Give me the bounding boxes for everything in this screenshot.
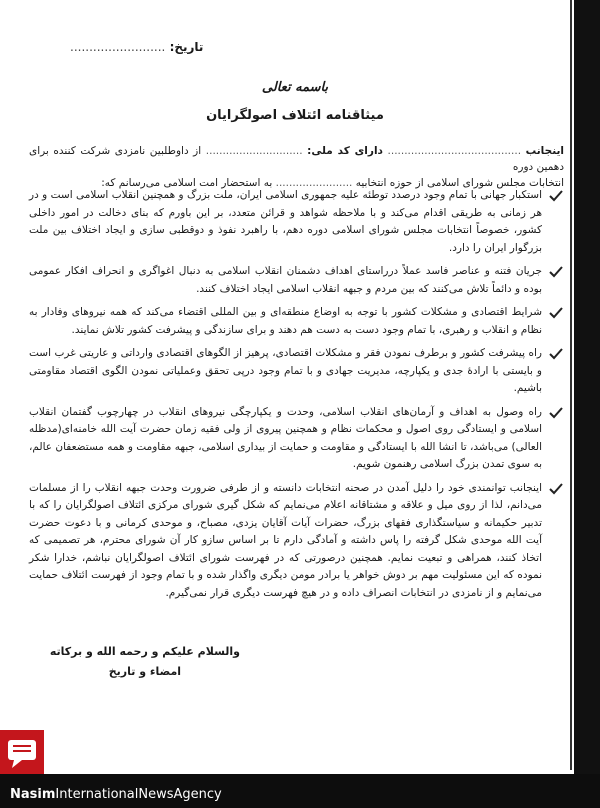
pledge-text: شرایط اقتصادی و مشکلات کشور با توجه به اوضاع منطقه‌ای و بین المللی اقتضاء می‌کند که همه نیروهای وفادار به نظام و انقلاب و رهبری، با تمام وجود دست به دست هم دهند و برای سازندگی و پیشرفت کشور تلاش نمایند.: [29, 306, 542, 336]
basmala: باسمه تعالی: [261, 80, 329, 95]
pledge-item: [29, 345, 564, 398]
date-field: [70, 40, 203, 54]
brand-tagline: InternationalNewsAgency: [55, 787, 222, 802]
intro-line1-start: اینجانب: [525, 145, 565, 157]
intro-line-1: [29, 143, 564, 175]
pledge-item: [29, 187, 564, 257]
closing-greeting: والسلام علیکم و رحمه الله و برکاته: [49, 645, 240, 658]
check-mark-icon: [548, 347, 564, 361]
logo-mark-icon: [0, 730, 44, 774]
national-id-dots: .............................: [205, 145, 303, 157]
pledge-list: [29, 187, 564, 608]
pledge-item: [29, 480, 564, 603]
intro-line2-end: به استحضار امت اسلامی می‌رسانم که:: [101, 177, 273, 189]
pledge-item: [29, 304, 564, 339]
intro-line1-end: از داوطلبین نامزدی شرکت کننده برای دهمین دوره: [29, 145, 564, 173]
page-title: میثاقنامه ائتلاف اصولگرایان: [206, 108, 384, 123]
check-mark-icon: [548, 306, 564, 320]
check-mark-icon: [548, 189, 564, 203]
pledge-text: اینجانب توانمندی خود را دلیل آمدن در صحنه انتخابات دانسته و از طرفی ضرورت وحدت جبهه انقلاب را از مسلمات می‌دانم، لذا از روی میل و علاقه و مشتاقانه اعلام می‌نمایم که شکل گیری شورای مرکزی ائتلاف اصولگرایان را که با تدبیر حکیمانه و سیاستگذاری فقهای بزرگ، حضرات آیات آقایان یزدی، مصباح، و موحدی کرمانی و با دعوت حضرت آیت الله موحدی شکل گرفته را پاس داشته و آمادگی دارم تا بر اساس سازو کار آن شورای محترم، هر تصمیمی که اتخاذ کنند، همراهی و تبعیت نمایم. همچنین درصورتی که در فهرست شورای ائتلاف اصولگرایان نباشم، خدارا شکر نموده که این مسئولیت مهم بر دوش خواهر یا برادر مومن دیگری واگذار شده و با تمام وجود از فهرست ائتلاف حمایت می‌نمایم و از نامزدی در انتخابات انصراف داده و در هیچ فهرست دیگری قرار نمی‌گیرم.: [29, 481, 542, 599]
district-dots: .......................: [275, 177, 353, 189]
pledge-text: راه وصول به اهداف و آرمان‌های انقلاب اسلامی، وحدت و یکپارچگی نیروهای انقلاب در چهارچوب گفتمان انقلاب اسلامی و ایستادگی روی اصول و محکمات نظام و همچنین پیروی از ولی فقیه زمان حضرت آیت الله خامنه‌ای(مدظله العالی) می‌باشد، تا انشا الله با ایستادگی و مقاومت و حمایت از بیداری اسلامی، جبهه مقاومت و همه مستضعفان عالم، به سوی تمدن بزرگ اسلامی رهنمون شویم.: [29, 405, 542, 470]
check-mark-icon: [548, 482, 564, 496]
pledge-text: استکبار جهانی با تمام وجود درصدد توطئه علیه جمهوری اسلامی ایران، ملت بزرگ و همچنین انقلاب اسلامی است و در هر زمانی به طریقی اقدام می‌کند و با ملاحظه شواهد و قرائن متعدد، بر این باورم که بنای دخالت در امور داخلی کشور، خصوصاً انتخابات مجلس شورای اسلامی دوره دهم، با راهبرد نفوذ و دوقطبی سازی و ایجاد اختلاف بین ملت بزرگوار ایران را دارد.: [29, 189, 542, 254]
pledge-item: [29, 263, 564, 298]
name-dots: ........................................: [387, 145, 522, 157]
intro-paragraph: [29, 143, 564, 191]
frame-line: [570, 0, 572, 770]
national-id-label: دارای کد ملی:: [307, 145, 383, 157]
page-border-right: [574, 0, 600, 808]
closing-block: [50, 642, 240, 682]
intro-line2-start: انتخابات مجلس شورای اسلامی از حوزه انتخابیه: [355, 177, 564, 189]
brand-name: Nasim: [10, 787, 56, 802]
pledge-text: جریان فتنه و عناصر فاسد عملاً درراستای اهداف دشمنان انقلاب اسلامی به دنبال اغواگری و انحراف افکار عمومی بوده و دائماً تلاش می‌کنند که بین مردم و جبهه انقلاب اسلامی ایجاد اختلاف کنند.: [29, 265, 542, 295]
news-agency-brand: [10, 787, 222, 802]
date-label: تاریخ:: [169, 40, 204, 54]
news-agency-logo: [0, 730, 44, 774]
pledge-text: راه پیشرفت کشور و برطرف نمودن فقر و مشکلات اقتصادی، پرهیز از الگوهای اقتصادی وارداتی و عاریتی غرب است و بایستی با ارادهٔ جدی و یکپارچه، مدیریت جهادی و با تمام وجود درپی تحقق وعملیاتی نمودن الگوی اقتصاد مقاومتی باشیم.: [29, 347, 542, 394]
document-body: [20, 0, 570, 770]
signature-label: امضاء و تاریخ: [108, 665, 182, 678]
check-mark-icon: [548, 265, 564, 279]
date-dots: .........................: [70, 40, 166, 54]
check-mark-icon: [548, 406, 564, 420]
pledge-item: [29, 404, 564, 474]
